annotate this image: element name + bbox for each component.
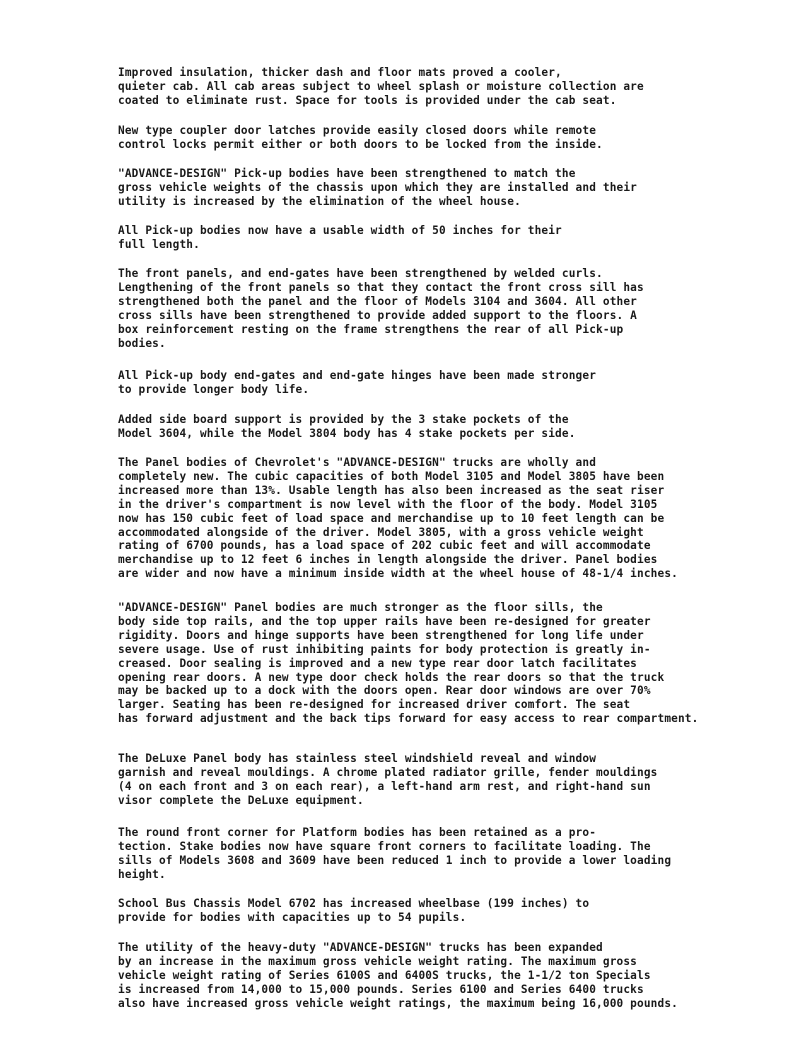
paragraph-heavy-duty: The utility of the heavy-duty "ADVANCE-DESIGN" trucks has been expanded by an increase in the maximum gross vehicle weight rating. The maximum gross vehicle weight rating of Series 6100S and 6400S trucks, the 1-1/2 ton Specials is increased from 14,000 to 15,000 pounds. Series 6100 and Series 6400 trucks also have increased gross vehicle weight ratings, the maximum being 16,000 pounds. bbox=[118, 941, 678, 1010]
paragraph-panel-strength: "ADVANCE-DESIGN" Panel bodies are much stronger as the floor sills, the body side top rails, and the top upper rails have been re-designed for greater rigidity. Doors and hinge supports have been strengthened for long life under severe usage. Use of rust inhibiting paints for body protection is greatly in- creased. Door sealing is improved and a new type rear door latch facilitates opening rear doors. A new type door check holds the rear doors so that the truck may be backed up to a dock with the doors open. Rear door windows are over 70% larger. Seating has been re-designed for increased driver comfort. The seat has forward adjustment and the back tips forward for easy access to rear compartment. bbox=[118, 601, 699, 726]
paragraph-school-bus: School Bus Chassis Model 6702 has increased wheelbase (199 inches) to provide for bodies with capacities up to 54 pupils. bbox=[118, 897, 590, 924]
paragraph-stake-pockets: Added side board support is provided by the 3 stake pockets of the Model 3604, while the Model 3804 body has 4 stake pockets per side. bbox=[118, 413, 576, 440]
paragraph-platform-bodies: The round front corner for Platform bodies has been retained as a pro- tection. Stake bodies now have square front corners to facilitate loading. The sills of Models 3608 and 3609 have been reduced 1 inch to provide a lower loading height. bbox=[118, 826, 672, 881]
paragraph-front-panels: The front panels, and end-gates have been strengthened by welded curls. Lengthening of the front panels so that they contact the front cross sill has strengthened both the panel and the floor of Models 3104 and 3604. All other cross sills have been strengthened to provide added support to the floors. A box reinforcement resting on the frame strengthens the rear of all Pick-up bodies. bbox=[118, 267, 644, 350]
paragraph-pickup-bodies: "ADVANCE-DESIGN" Pick-up bodies have been strengthened to match the gross vehicle weights of the chassis upon which they are installed and their utility is increased by the elimination of the wheel house. bbox=[118, 167, 638, 208]
paragraph-pickup-width: All Pick-up bodies now have a usable width of 50 inches for their full length. bbox=[118, 224, 562, 251]
paragraph-cab-insulation: Improved insulation, thicker dash and floor mats proved a cooler, quieter cab. All cab areas subject to wheel splash or moisture collection are coated to eliminate rust. Space for tools is provided under the cab seat. bbox=[118, 66, 644, 107]
paragraph-end-gates: All Pick-up body end-gates and end-gate hinges have been made stronger to provide longer body life. bbox=[118, 369, 597, 396]
paragraph-panel-bodies: The Panel bodies of Chevrolet's "ADVANCE-DESIGN" trucks are wholly and completely new. The cubic capacities of both Model 3105 and Model 3805 have been increased more than 13%. Usable length has also been increased as the seat riser in the driver's compartment is now level with the floor of the body. Model 3105 now has 150 cubic feet of load space and merchandise up to 10 feet length can be accommodated alongside of the driver. Model 3805, with a gross vehicle weight rating of 6700 pounds, has a load space of 202 cubic feet and will accommodate merchandise up to 12 feet 6 inches in length alongside the driver. Panel bodies are wider and now have a minimum inside width at the wheel house of 48-1/4 inches. bbox=[118, 456, 678, 581]
paragraph-deluxe-panel: The DeLuxe Panel body has stainless steel windshield reveal and window garnish and reveal mouldings. A chrome plated radiator grille, fender mouldings (4 on each front and 3 on each rear), a left-hand arm rest, and right-hand sun visor complete the DeLuxe equipment. bbox=[118, 752, 658, 807]
paragraph-door-latches: New type coupler door latches provide easily closed doors while remote control locks permit either or both doors to be locked from the inside. bbox=[118, 124, 603, 151]
